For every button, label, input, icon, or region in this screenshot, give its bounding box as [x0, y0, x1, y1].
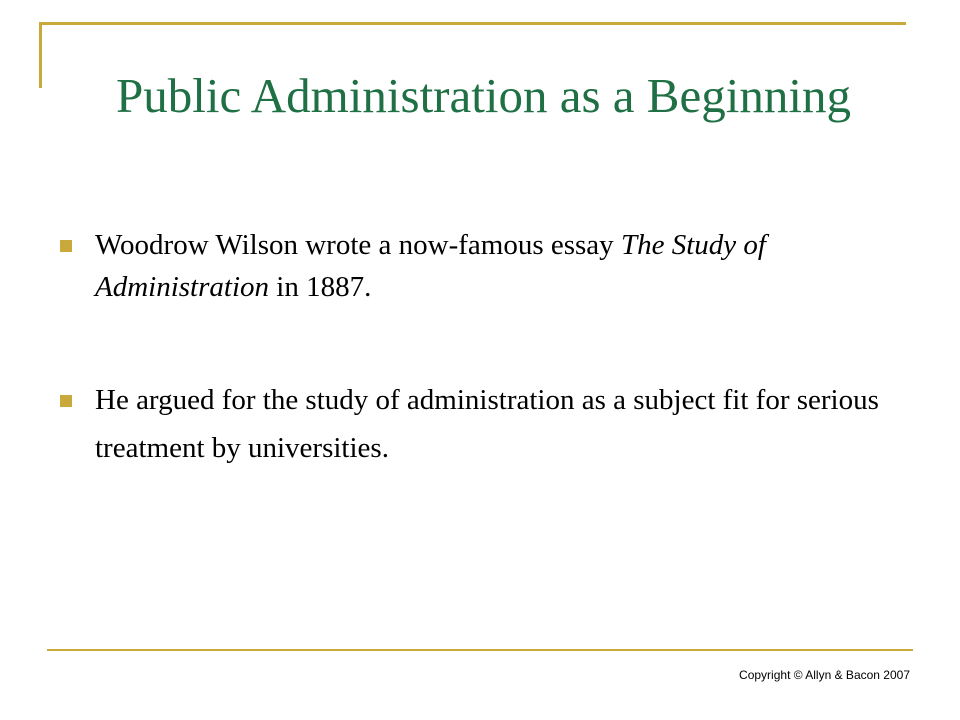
copyright-footer: Copyright © Allyn & Bacon 2007	[739, 668, 910, 682]
top-decorative-rule	[40, 22, 906, 25]
slide-title: Public Administration as a Beginning	[116, 68, 851, 123]
essay-title: The Study of Administration	[95, 229, 766, 303]
bullet-text-part: Woodrow Wilson wrote a now-famous essay	[95, 229, 621, 261]
bullet-item-administration-study	[60, 376, 920, 472]
bullet-list	[60, 224, 920, 472]
left-decorative-rule	[39, 22, 42, 88]
square-bullet-icon	[60, 240, 72, 252]
bullet-text-part: in 1887.	[269, 271, 372, 303]
bottom-decorative-rule	[47, 649, 913, 651]
square-bullet-icon	[60, 395, 72, 407]
bullet-text: He argued for the study of administration as a subject fit for serious treatment by universities.	[95, 384, 879, 464]
bullet-item-wilson-essay	[60, 224, 920, 308]
